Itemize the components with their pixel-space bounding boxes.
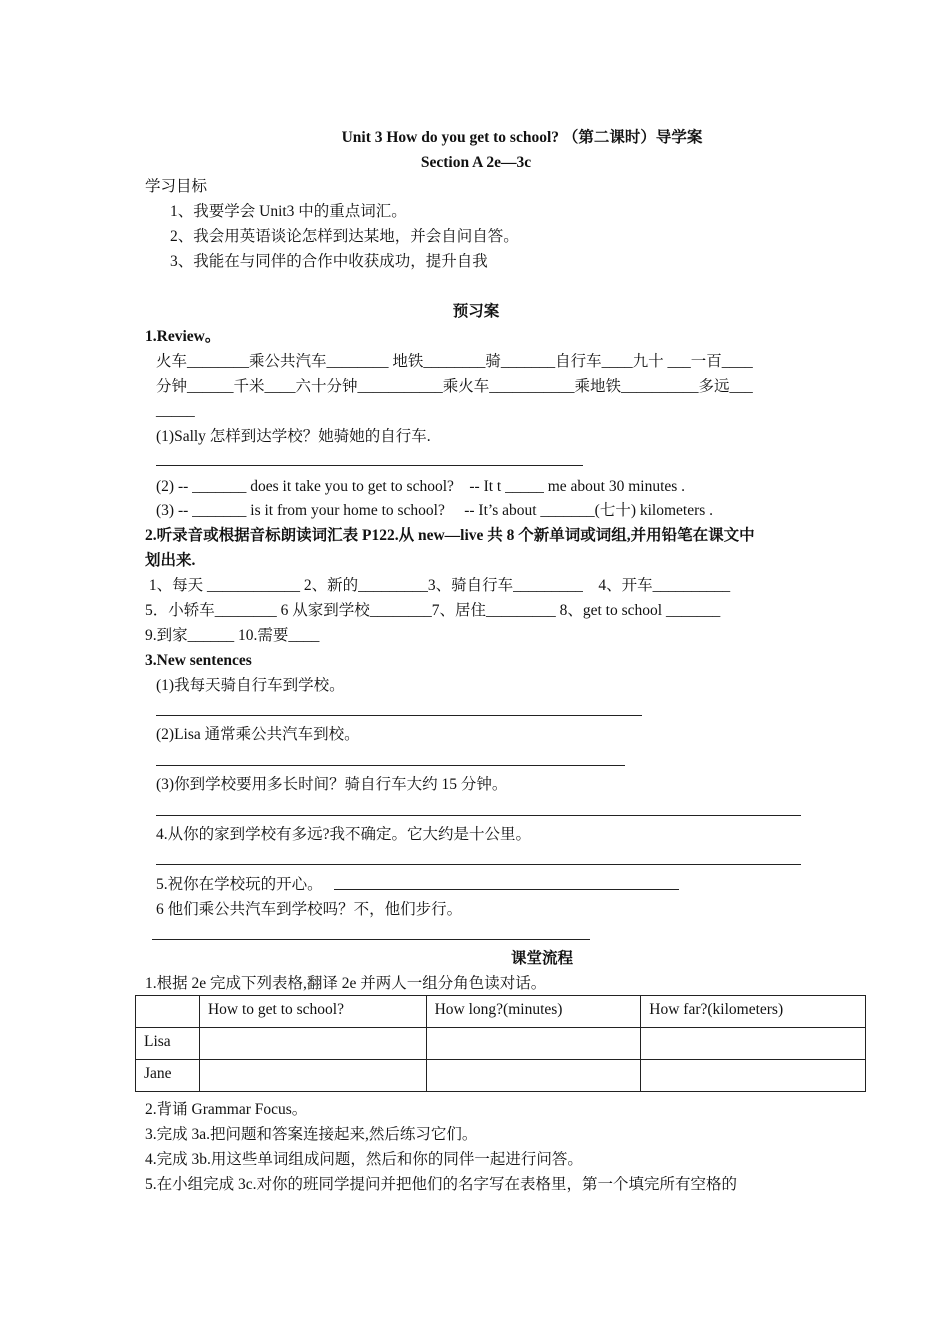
review-title: 1.Review。 bbox=[145, 328, 221, 345]
document-subtitle: Section A 2e—3c bbox=[420, 154, 532, 171]
vocab-line-3: _____ bbox=[156, 402, 195, 419]
table-header-cell: How long?(minutes) bbox=[426, 996, 641, 1028]
route-table bbox=[135, 995, 866, 1092]
sentence-6: 6 他们乘公共汽车到学校吗？不，他们步行。 bbox=[156, 901, 463, 918]
table-header-cell: How to get to school? bbox=[199, 996, 426, 1028]
sentence-5: 5.祝你在学校玩的开心。 bbox=[156, 876, 323, 893]
task-4: 4.完成 3b.用这些单词组成问题，然后和你的同伴一起进行问答。 bbox=[145, 1151, 583, 1168]
answer-line bbox=[156, 765, 625, 766]
task-3: 3.完成 3a.把问题和答案连接起来,然后练习它们。 bbox=[145, 1126, 478, 1143]
table-row bbox=[136, 1060, 866, 1092]
answer-line bbox=[156, 864, 801, 865]
sentence-1: (1)我每天骑自行车到学校。 bbox=[156, 677, 345, 694]
table-cell[interactable] bbox=[426, 1060, 641, 1092]
table-cell[interactable] bbox=[641, 1060, 866, 1092]
words-line-2: 5．小轿车________ 6 从家到学校________7、居住_________ 8、get to school _______ bbox=[145, 602, 721, 619]
answer-line bbox=[156, 815, 801, 816]
table-cell[interactable] bbox=[199, 1060, 426, 1092]
table-header-row bbox=[136, 996, 866, 1028]
table-header-cell: How far?(kilometers) bbox=[641, 996, 866, 1028]
classroom-heading: 课堂流程 bbox=[511, 950, 574, 967]
task-5: 5.在小组完成 3c.对你的班同学提问并把他们的名字写在表格里，第一个填完所有空格的 bbox=[145, 1176, 738, 1193]
table-row bbox=[136, 1028, 866, 1060]
task-1: 1.根据 2e 完成下列表格,翻译 2e 并两人一组分角色读对话。 bbox=[145, 975, 547, 992]
vocab-line-2: 分钟______千米____六十分钟___________乘火车___________乘地铁__________多远___ bbox=[156, 378, 753, 395]
objective-item-3: 3、我能在与同伴的合作中收获成功，提升自我 bbox=[170, 253, 488, 270]
answer-line bbox=[156, 465, 583, 466]
listen-title-line-2: 划出来. bbox=[145, 552, 196, 569]
new-sentences-title: 3.New sentences bbox=[145, 652, 252, 669]
objective-item-2: 2、我会用英语谈论怎样到达某地，并会自问自答。 bbox=[170, 228, 519, 245]
sentence-2: (2)Lisa 通常乘公共汽车到校。 bbox=[156, 726, 360, 743]
objective-item-1: 1、我要学会 Unit3 中的重点词汇。 bbox=[170, 203, 407, 220]
table-cell[interactable] bbox=[199, 1028, 426, 1060]
vocab-line-1: 火车________乘公共汽车________ 地铁________骑_______自行车____九十 ___一百____ bbox=[156, 353, 753, 370]
answer-line bbox=[334, 889, 679, 890]
table-cell: Lisa bbox=[136, 1028, 200, 1060]
table-cell: Jane bbox=[136, 1060, 200, 1092]
table-cell[interactable] bbox=[426, 1028, 641, 1060]
answer-line bbox=[152, 939, 590, 940]
review-question-2: (2) -- _______ does it take you to get to school? -- It t _____ me about 30 minutes . bbox=[156, 478, 686, 495]
sentence-4: 4.从你的家到学校有多远?我不确定。它大约是十公里。 bbox=[156, 826, 532, 843]
review-question-1: (1)Sally 怎样到达学校？她骑她的自行车. bbox=[156, 428, 431, 445]
answer-line bbox=[156, 715, 642, 716]
task-2: 2.背诵 Grammar Focus。 bbox=[145, 1101, 308, 1118]
sentence-3: (3)你到学校要用多长时间？骑自行车大约 15 分钟。 bbox=[156, 776, 508, 793]
listen-title-line-1: 2.听录音或根据音标朗读词汇表 P122.从 new—live 共 8 个新单词或词组,并用铅笔在课文中 bbox=[145, 527, 755, 544]
review-question-3: (3) -- _______ is it from your home to school? -- It’s about _______(七十) kilometers . bbox=[156, 502, 714, 519]
words-line-1: 1、每天 ____________ 2、新的_________3、骑自行车_________ 4、开车__________ bbox=[145, 577, 731, 594]
table-cell[interactable] bbox=[641, 1028, 866, 1060]
preview-heading: 预习案 bbox=[452, 303, 500, 320]
words-line-3: 9.到家______ 10.需要____ bbox=[145, 627, 320, 644]
objectives-heading: 学习目标 bbox=[145, 178, 208, 195]
table-header-cell bbox=[136, 996, 200, 1028]
document-title: Unit 3 How do you get to school? （第二课时）导学案 bbox=[341, 129, 703, 146]
